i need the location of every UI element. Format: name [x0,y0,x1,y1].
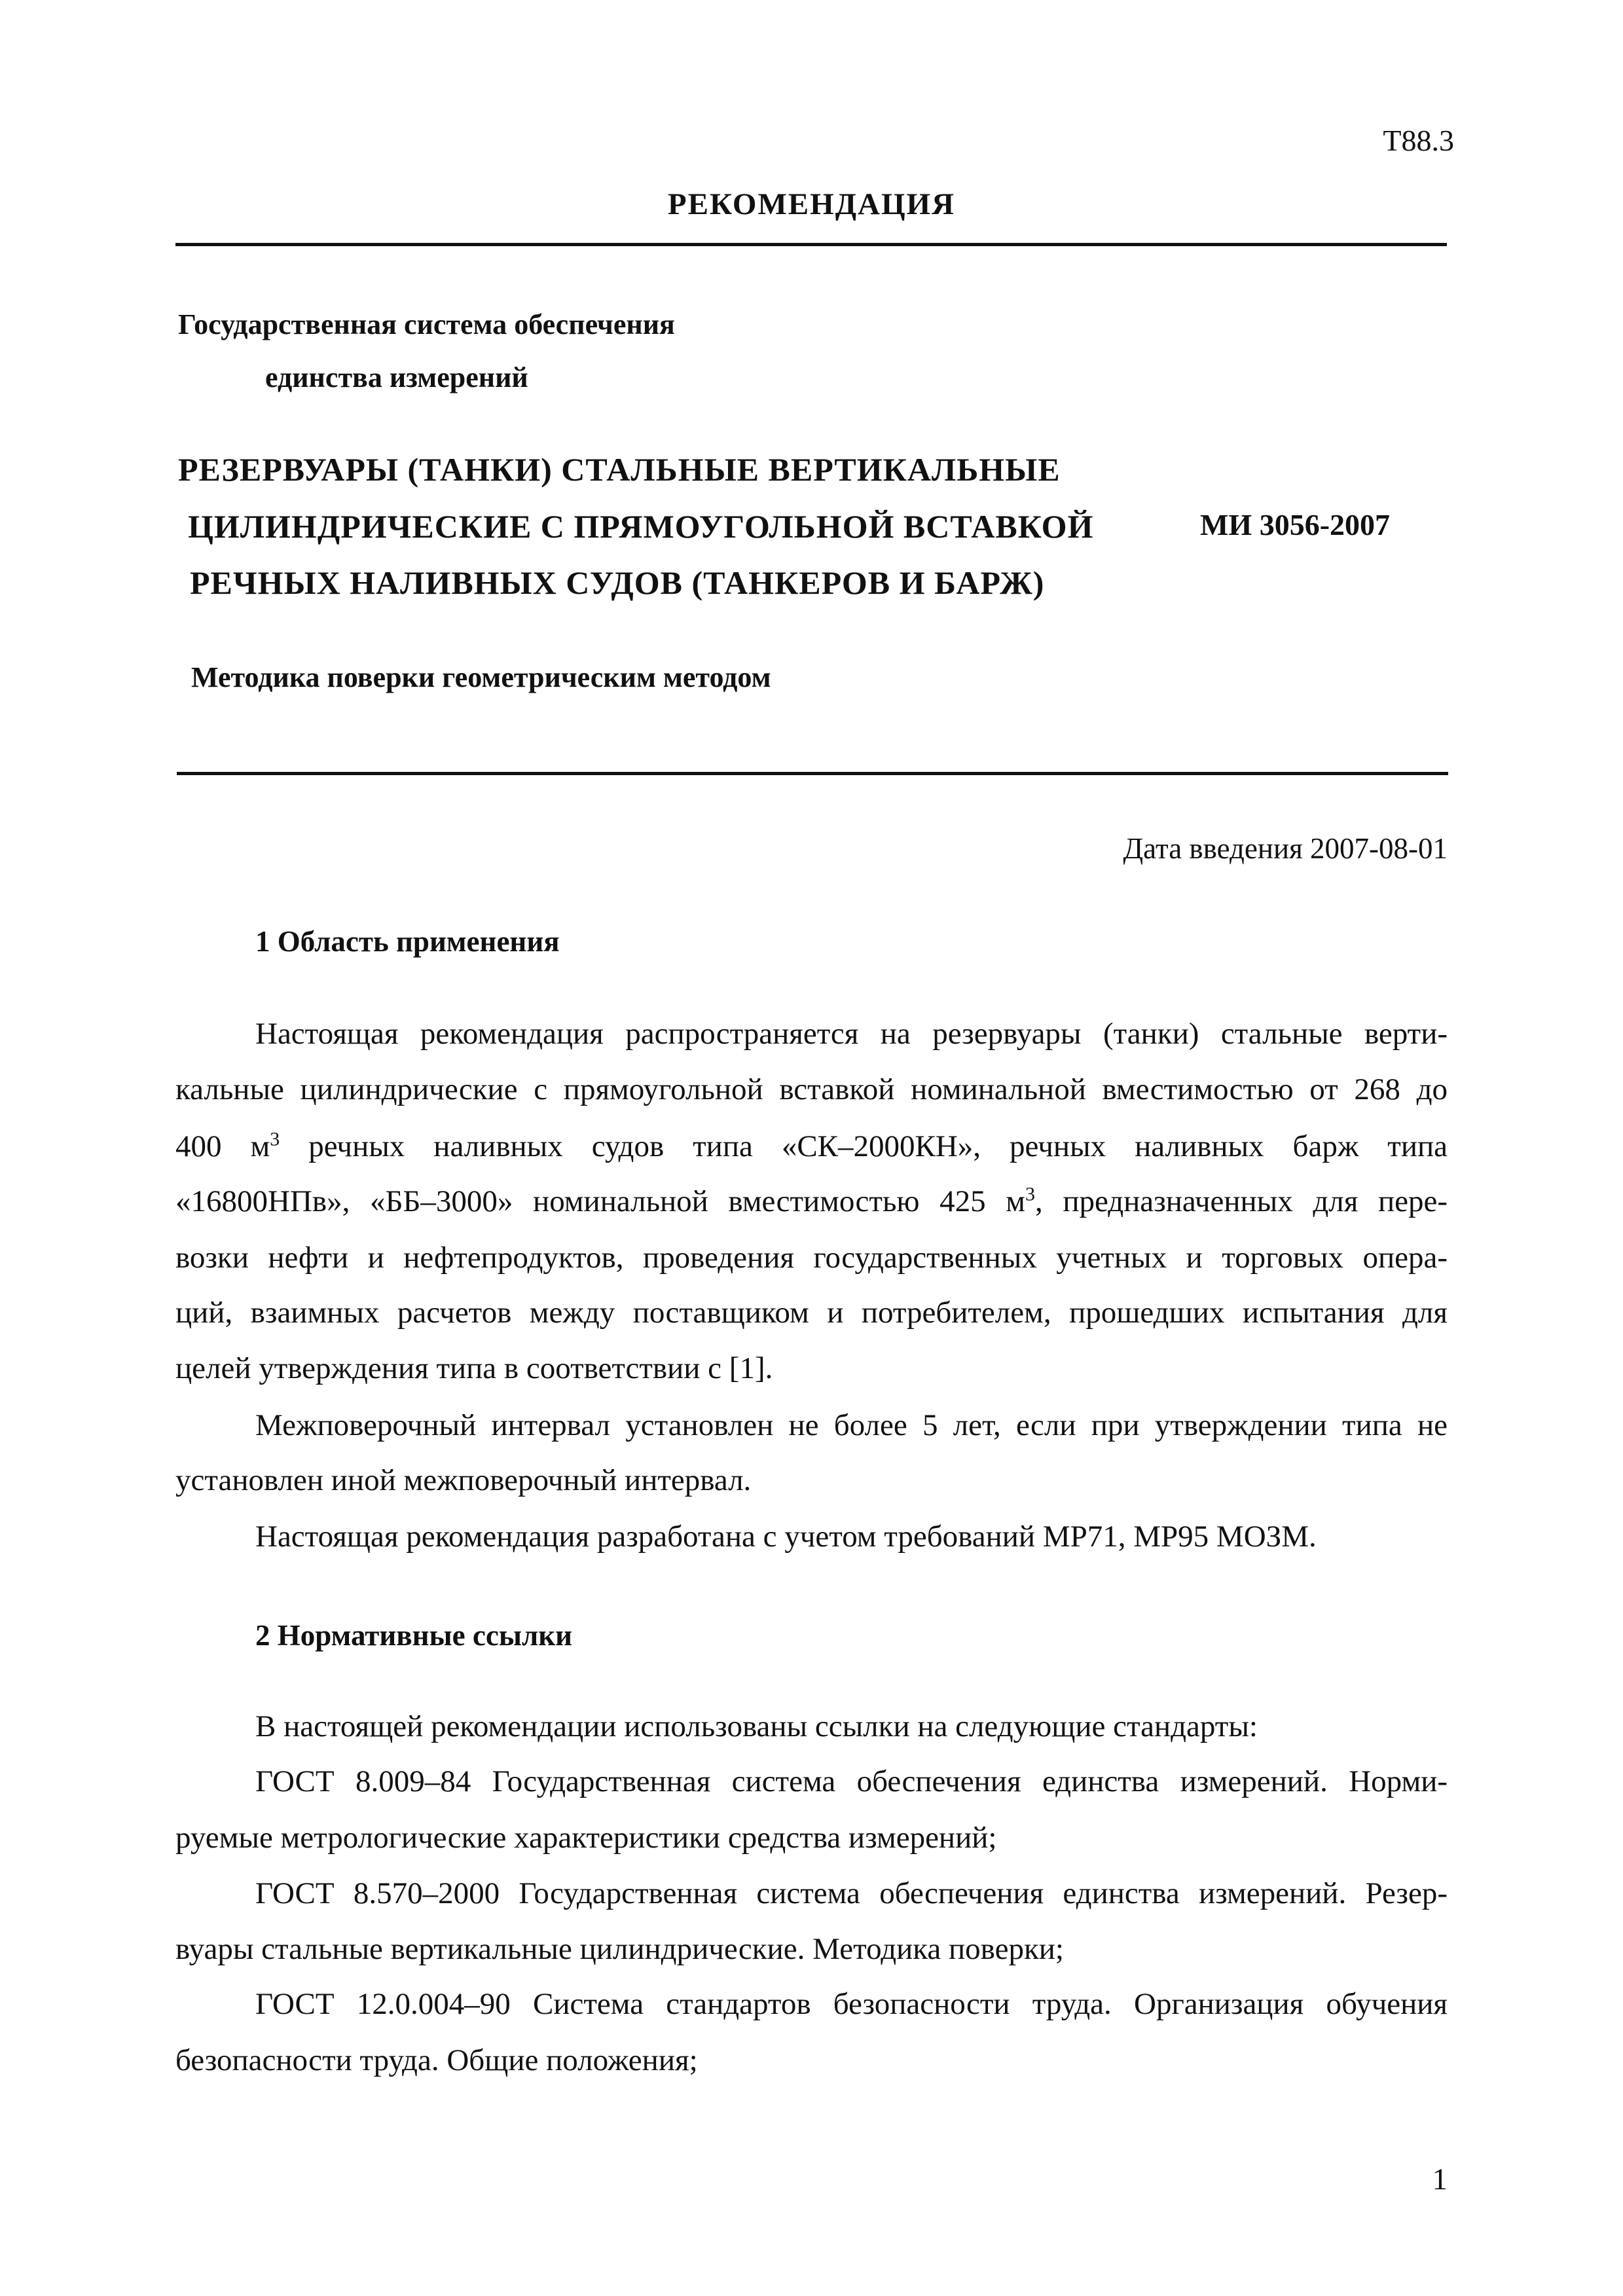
introduction-date: Дата введения 2007-08-01 [1123,832,1448,865]
s2-ref3-line2: безопасности труда. Общие положения; [175,2043,698,2077]
s1-p1-line5: возки нефти и нефтепродуктов, проведения государственных учетных и торговых опера- [175,1241,1448,1275]
subject-line2: ЦИЛИНДРИЧЕСКИЕ С ПРЯМОУГОЛЬНОЙ ВСТАВКОЙ [188,508,1094,545]
document-code: Т88.3 [1383,124,1454,157]
s1-p1-line6: ций, взаимных расчетов между поставщиком и потребителем, прошедших испытания для [175,1296,1448,1330]
section2-heading: 2 Нормативные ссылки [255,1619,573,1652]
section1-heading: 1 Область применения [255,925,560,958]
top-divider [175,243,1447,246]
cubic-superscript: 3 [1025,1183,1035,1205]
s1-p1-line3-a: 400 м [175,1129,270,1163]
system-name-line1: Государственная система обеспечения [178,308,675,340]
s2-ref2-line2: вуары стальные вертикальные цилиндрические. Методика поверки; [175,1932,1064,1966]
cubic-superscript: 3 [270,1128,280,1150]
s1-p3: Настоящая рекомендация разработана с учетом требований МР71, МР95 МОЗМ. [255,1520,1317,1554]
method-subtitle: Методика поверки геометрическим методом [191,661,771,693]
s2-ref1-line1: ГОСТ 8.009–84 Государственная система обеспечения единства измерений. Норми- [255,1764,1448,1798]
header-divider [177,772,1448,775]
s1-p1-line4-b: , предназначенных для пере- [1034,1184,1448,1218]
s2-ref2-line1: ГОСТ 8.570–2000 Государственная система обеспечения единства измерений. Резер- [255,1876,1448,1910]
s1-p1-line3-b: речных наливных судов типа «СК–2000КН», речных наливных барж типа [280,1129,1448,1163]
subject-line3: РЕЧНЫХ НАЛИВНЫХ СУДОВ (ТАНКЕРОВ И БАРЖ) [190,564,1045,601]
s1-p1-line3 [175,1129,1448,1164]
s1-p1-line4 [175,1184,1448,1219]
subject-line1: РЕЗЕРВУАРЫ (ТАНКИ) СТАЛЬНЫЕ ВЕРТИКАЛЬНЫЕ [178,451,1061,488]
page-number: 1 [1432,2162,1448,2196]
s1-p1-line4-a: «16800НПв», «ББ–3000» номинальной вместимостью 425 м [175,1184,1025,1218]
s2-ref1-line2: руемые метрологические характеристики средства измерений; [175,1821,997,1855]
s2-ref3-line1: ГОСТ 12.0.004–90 Система стандартов безопасности труда. Организация обучения [255,1987,1448,2021]
document-number: МИ 3056-2007 [1200,508,1391,541]
s2-intro: В настоящей рекомендации использованы ссылки на следующие стандарты: [255,1709,1258,1743]
s1-p1-line1: Настоящая рекомендация распространяется на резервуары (танки) стальные верти- [255,1017,1448,1051]
document-title: РЕКОМЕНДАЦИЯ [667,187,956,221]
s1-p2-line2: установлен иной межповерочный интервал. [175,1463,752,1497]
system-name-line2: единства измерений [265,361,528,393]
s1-p2-line1: Межповерочный интервал установлен не более 5 лет, если при утверждении типа не [255,1408,1448,1442]
s1-p1-line2: кальные цилиндрические с прямоугольной вставкой номинальной вместимостью от 268 до [175,1072,1448,1106]
s1-p1-line7: целей утверждения типа в соответствии с [1]. [175,1351,773,1385]
